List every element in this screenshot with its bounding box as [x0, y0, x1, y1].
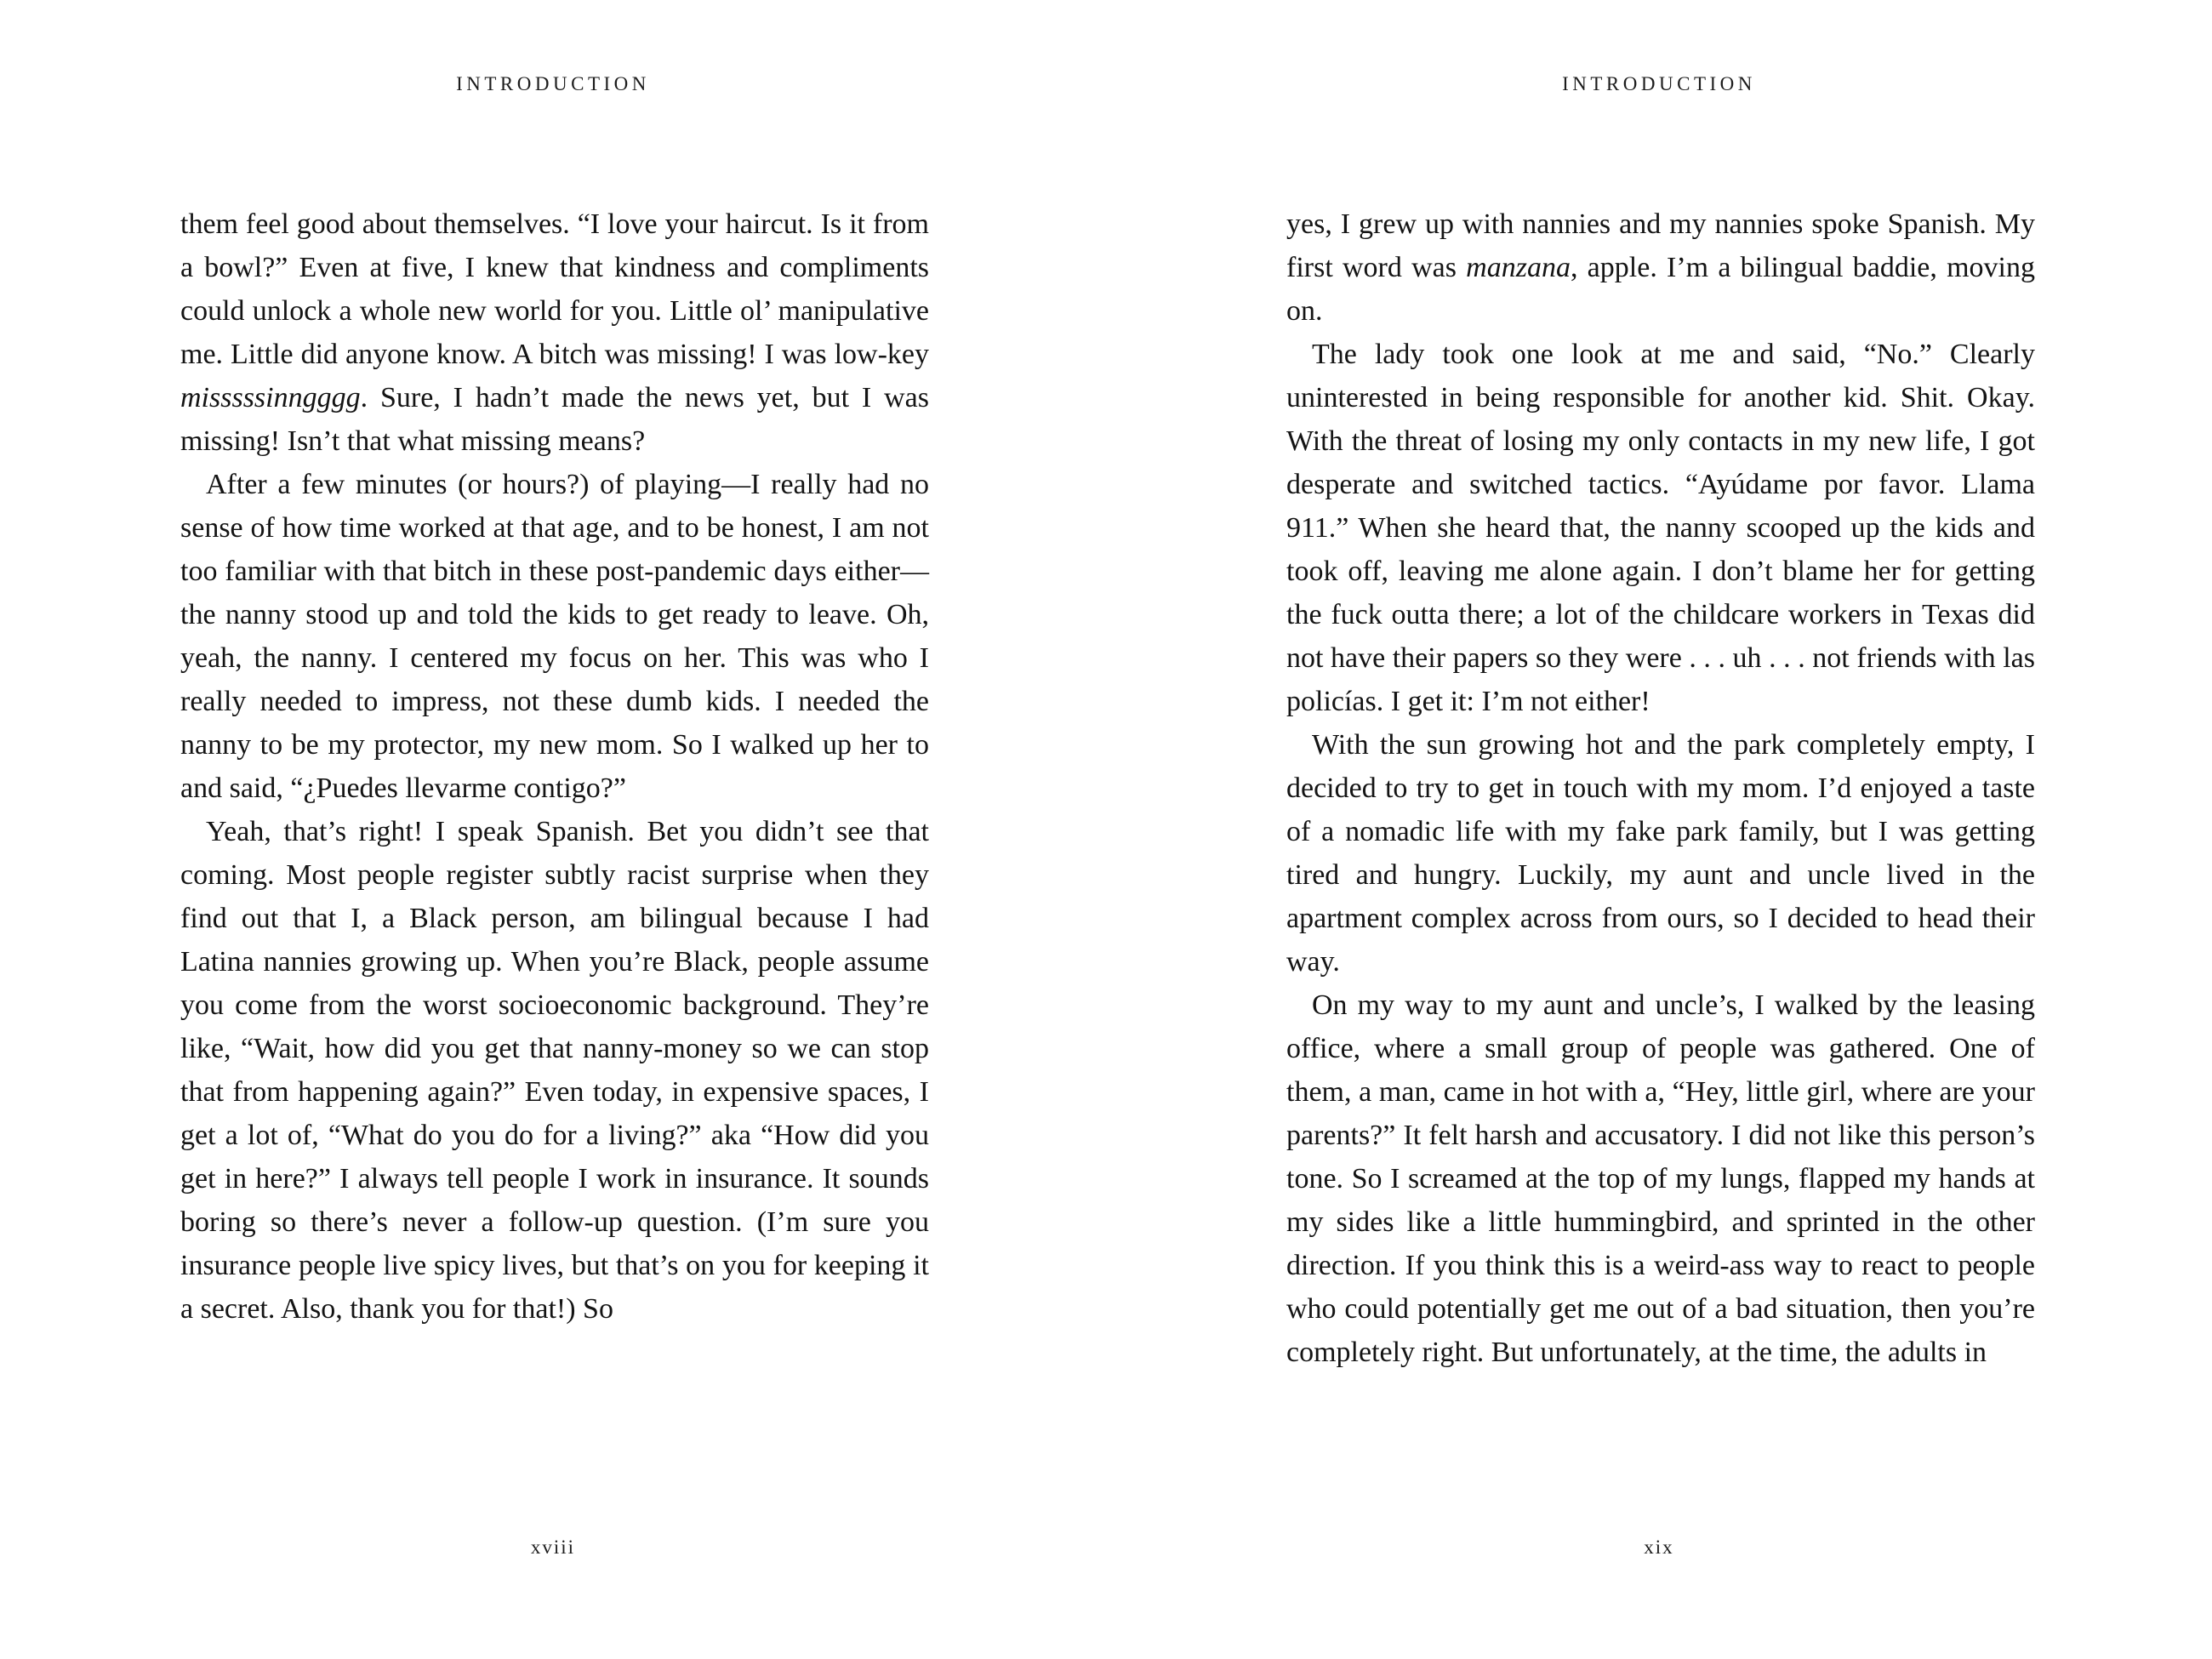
paragraph [1286, 983, 2035, 1374]
text-run: them feel good about themselves. “I love your haircut. Is it from a bowl?” Even at five, I knew that kindness and compliments could unlock a whole new world for you. Little ol’ manipulative me. Little did anyone know. A bitch was missing! I was low-key [180, 208, 929, 370]
page-number: xviii [530, 1536, 576, 1558]
text-run: With the sun growing hot and the park completely empty, I decided to try to get in touch with my mom. I’d enjoyed a taste of a nomadic life with my fake park family, but I was getting tired and hungry. Luckily, my aunt and uncle lived in the apartment complex across from ours, so I decided to head their way. [1286, 729, 2035, 978]
page-right [1106, 0, 2212, 1659]
running-header: INTRODUCTION [456, 73, 650, 94]
text-run-italic: misssssinngggg [180, 382, 361, 413]
body-text-left [180, 202, 929, 1331]
paragraph [1286, 333, 2035, 723]
text-run: . Sure, I hadn’t made the news yet, but I was missing! Isn’t that what missing means? [180, 382, 929, 457]
body-text-right [1286, 202, 2035, 1374]
paragraph [180, 810, 929, 1331]
paragraph [1286, 723, 2035, 983]
text-run: , apple. I’m a bilingual baddie, moving on. [1286, 252, 2035, 327]
paragraph [1286, 202, 2035, 333]
paragraph [180, 463, 929, 810]
text-run: yes, I grew up with nannies and my nannies spoke Spanish. My first word was [1286, 208, 2035, 283]
text-run-italic: manzana [1466, 252, 1571, 283]
running-header: INTRODUCTION [1562, 73, 1756, 94]
text-run: Yeah, that’s right! I speak Spanish. Bet you didn’t see that coming. Most people register subtly racist surprise when they find out that I, a Black person, am bilingual because I had Latina nannies growing up. When you’re Black, people assume you come from the worst socioeconomic background. They’re like, “Wait, how did you get that nanny-money so we can stop that from happening again?” Even today, in expensive spaces, I get a lot of, “What do you do for a living?” aka “How did you get in here?” I always tell people I work in insurance. It sounds boring so there’s never a follow-up question. (I’m sure you insurance people live spicy lives, but that’s on you for keeping it a secret. Also, thank you for that!) So [180, 816, 929, 1325]
text-run: The lady took one look at me and said, “No.” Clearly uninterested in being responsible for another kid. Shit. Okay. With the threat of losing my only contacts in my new life, I got desperate and switched tactics. “Ayúdame por favor. Llama 911.” When she heard that, the nanny scooped up the kids and took off, leaving me alone again. I don’t blame her for getting the fuck outta there; a lot of the childcare workers in Texas did not have their papers so they were . . . uh . . . not friends with las policías. I get it: I’m not either! [1286, 339, 2035, 717]
paragraph [180, 202, 929, 463]
text-run: On my way to my aunt and uncle’s, I walked by the leasing office, where a small group of people was gathered. One of them, a man, came in hot with a, “Hey, little girl, where are your parents?” It felt harsh and accusatory. I did not like this person’s tone. So I screamed at the top of my lungs, flapped my hands at my sides like a little hummingbird, and sprinted in the other direction. If you think this is a weird-ass way to react to people who could potentially get me out of a bad situation, then you’re completely right. But unfortunately, at the time, the adults in [1286, 989, 2035, 1368]
text-run: After a few minutes (or hours?) of playing—I really had no sense of how time worked at that age, and to be honest, I am not too familiar with that bitch in these post-pandemic days either—the nanny stood up and told the kids to get ready to leave. Oh, yeah, the nanny. I centered my focus on her. This was who I really needed to impress, not these dumb kids. I needed the nanny to be my protector, my new mom. So I walked up her to and said, “¿Puedes llevarme contigo?” [180, 469, 929, 804]
page-number: xix [1644, 1536, 1674, 1558]
